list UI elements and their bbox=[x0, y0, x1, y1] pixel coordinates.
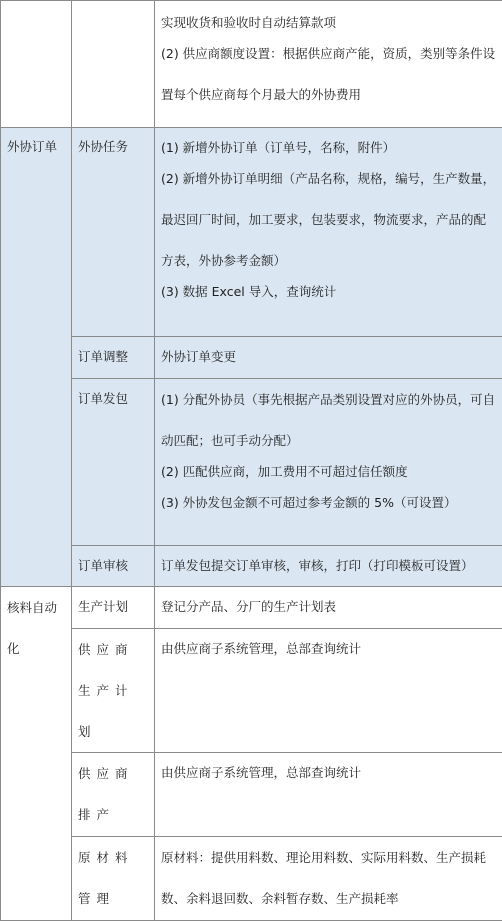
item-label: 生产计划 bbox=[78, 599, 128, 614]
section-cell-empty bbox=[1, 1, 72, 128]
desc-cell bbox=[155, 128, 502, 337]
desc-cell bbox=[155, 837, 502, 921]
item-cell bbox=[72, 337, 155, 379]
desc-line: (3) 外协发包金额不可超过参考金额的 5%（可设置） bbox=[161, 482, 496, 523]
item-cell-empty bbox=[72, 1, 155, 128]
item-label: 原材料管理 bbox=[78, 837, 148, 919]
item-cell bbox=[72, 753, 155, 837]
table-row bbox=[1, 629, 502, 753]
desc-cell bbox=[155, 629, 502, 753]
item-label: 供应商排产 bbox=[78, 753, 148, 835]
desc-line: 由供应商子系统管理，总部查询统计 bbox=[161, 765, 361, 780]
desc-cell bbox=[155, 546, 502, 587]
table-row bbox=[1, 837, 502, 921]
table-row bbox=[1, 546, 502, 587]
item-cell bbox=[72, 837, 155, 921]
section-cell-outsourcing-order bbox=[1, 128, 72, 587]
desc-cell bbox=[155, 1, 502, 128]
item-label: 外协任务 bbox=[78, 139, 128, 154]
desc-line: (2) 新增外协订单明细（产品名称，规格，编号，生产数量，最迟回厂时间，加工要求，包装要求，物流要求，产品的配方表，外协参考金额） bbox=[161, 158, 496, 281]
desc-line: 由供应商子系统管理，总部查询统计 bbox=[161, 641, 361, 656]
desc-line: (1) 分配外协员（事先根据产品类别设置对应的外协员，可自动匹配；也可手动分配） bbox=[161, 379, 496, 461]
item-label: 供应商生产计划 bbox=[78, 629, 148, 752]
table-row bbox=[1, 128, 502, 337]
table-row bbox=[1, 753, 502, 837]
desc-line: (2) 供应商额度设置：根据供应商产能，资质，类别等条件设置每个供应商每个月最大的外协费用 bbox=[161, 33, 496, 115]
item-label: 订单发包 bbox=[78, 391, 128, 406]
desc-cell bbox=[155, 753, 502, 837]
desc-cell bbox=[155, 587, 502, 629]
desc-line: (3) 数据 Excel 导入，查询统计 bbox=[161, 271, 496, 312]
item-cell bbox=[72, 629, 155, 753]
desc-line: 原材料：提供用料数、理论用料数、实际用料数、生产损耗数、余料退回数、余料暂存数、生产损耗率 bbox=[161, 837, 496, 919]
table-row bbox=[1, 337, 502, 379]
section-label: 外协订单 bbox=[7, 139, 57, 154]
desc-line: (1) 新增外协订单（订单号，名称，附件） bbox=[161, 127, 496, 168]
section-label: 核料自动化 bbox=[7, 587, 65, 669]
item-cell bbox=[72, 546, 155, 587]
item-label: 订单调整 bbox=[78, 349, 128, 364]
table-row bbox=[1, 379, 502, 546]
desc-cell bbox=[155, 379, 502, 546]
desc-line: (2) 匹配供应商，加工费用不可超过信任额度 bbox=[161, 451, 496, 492]
desc-line: 订单发包提交订单审核，审核，打印（打印模板可设置） bbox=[161, 558, 474, 573]
section-cell-material-automation bbox=[1, 587, 72, 921]
desc-line: 实现收货和验收时自动结算款项 bbox=[161, 2, 496, 43]
item-cell bbox=[72, 379, 155, 546]
item-cell bbox=[72, 587, 155, 629]
table-row bbox=[1, 1, 502, 128]
desc-line: 登记分产品、分厂的生产计划表 bbox=[161, 599, 336, 614]
desc-cell bbox=[155, 337, 502, 379]
desc-line: 外协订单变更 bbox=[161, 349, 236, 364]
item-label: 订单审核 bbox=[78, 558, 128, 573]
table-row bbox=[1, 587, 502, 629]
item-cell bbox=[72, 128, 155, 337]
